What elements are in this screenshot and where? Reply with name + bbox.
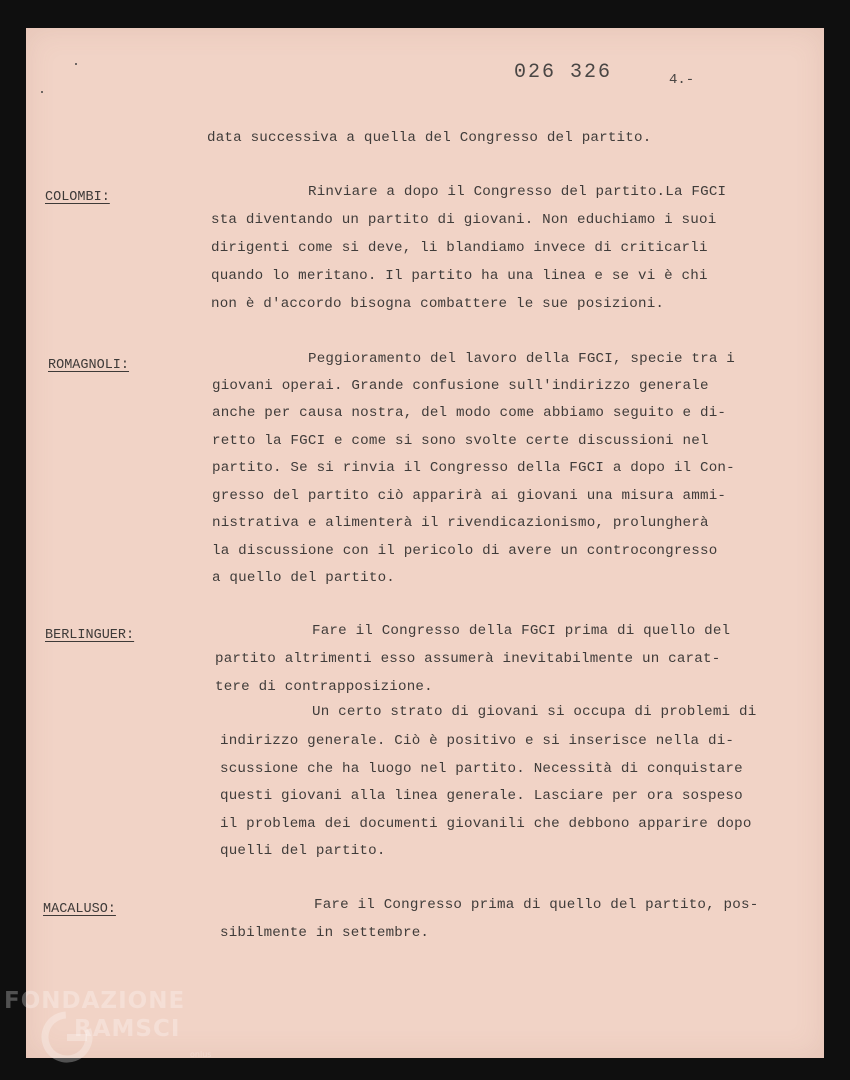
body-line: dirigenti come si deve, li blandiamo invece di criticarli — [211, 240, 708, 256]
watermark-suffix: onlus — [190, 1050, 212, 1059]
body-line: partito. Se si rinvia il Congresso della FGCI a dopo il Con- — [212, 460, 735, 476]
body-line: il problema dei documenti giovanili che debbono apparire dopo — [220, 816, 752, 832]
body-line: non è d'accordo bisogna combattere le sue posizioni. — [211, 296, 665, 312]
body-line: gresso del partito ciò apparirà ai giovani una misura ammi- — [212, 488, 727, 504]
document-number: 026 326 — [514, 61, 613, 84]
body-line: a quello del partito. — [212, 570, 395, 586]
ink-speck — [75, 63, 77, 65]
body-line: nistrativa e alimenterà il rivendicazionismo, prolungherà — [212, 515, 709, 531]
body-line: Fare il Congresso prima di quello del partito, pos- — [314, 897, 759, 913]
speaker-label: COLOMBI: — [45, 190, 110, 205]
document-page — [26, 28, 824, 1058]
body-line: la discussione con il pericolo di avere un controcongresso — [212, 543, 718, 559]
body-line: scussione che ha luogo nel partito. Necessità di conquistare — [220, 761, 743, 777]
speaker-label: BERLINGUER: — [45, 628, 135, 643]
body-line: data successiva a quella del Congresso del partito. — [207, 130, 652, 146]
watermark-line1: FONDAZIONE — [4, 988, 186, 1014]
body-line: Peggioramento del lavoro della FGCI, specie tra i — [308, 351, 735, 367]
body-line: questi giovani alla linea generale. Lasciare per ora sospeso — [220, 788, 743, 804]
body-line: Un certo strato di giovani si occupa di problemi di — [312, 704, 757, 720]
body-line: Rinviare a dopo il Congresso del partito.La FGCI — [308, 184, 727, 200]
body-line: quando lo meritano. Il partito ha una linea e se vi è chi — [211, 268, 708, 284]
body-line: sta diventando un partito di giovani. Non educhiamo i suoi — [211, 212, 717, 228]
body-line: giovani operai. Grande confusione sull'indirizzo generale — [212, 378, 709, 394]
body-line: sibilmente in settembre. — [220, 925, 430, 941]
body-line: tere di contrapposizione. — [215, 679, 433, 695]
speaker-label: MACALUSO: — [43, 902, 116, 917]
body-line: partito altrimenti esso assumerà inevitabilmente un carat- — [215, 651, 721, 667]
ink-speck — [41, 91, 43, 93]
body-line: anche per causa nostra, del modo come abbiamo seguito e di- — [212, 405, 727, 421]
body-line: Fare il Congresso della FGCI prima di quello del — [312, 623, 731, 639]
fondazione-gramsci-watermark — [4, 988, 224, 1074]
watermark-line2: RAMSCI — [74, 1016, 181, 1042]
body-line: quelli del partito. — [220, 843, 386, 859]
body-line: retto la FGCI e come si sono svolte certe discussioni nel — [212, 433, 709, 449]
speaker-label: ROMAGNOLI: — [48, 358, 130, 373]
page-number: 4.- — [669, 72, 695, 88]
body-line: indirizzo generale. Ciò è positivo e si inserisce nella di- — [220, 733, 735, 749]
